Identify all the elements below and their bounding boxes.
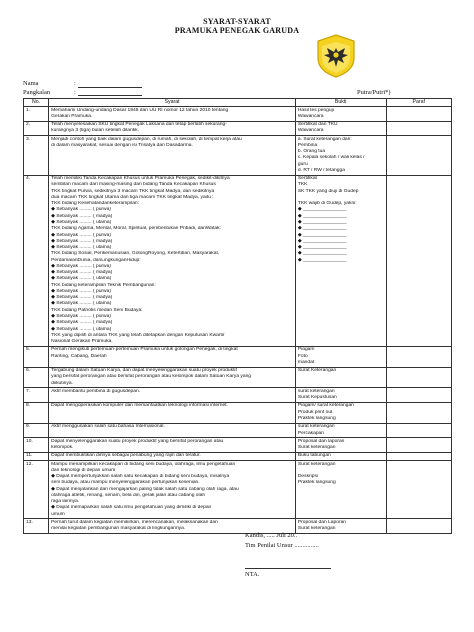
bukti-cell [295,175,386,346]
bukti-cell [295,519,386,534]
requirement-line: Pernah turut dalam kegiatan memikirkan, merencanakan, melaksanakan dan [51,519,218,525]
bukti-line: ◆ ________________ [297,213,347,219]
row-number: 11. [24,452,49,460]
bukti-line: TKK wajib di Gudep, yakni: [297,201,357,207]
requirement-line: ◆ Dapat menjalankan dan mengajarkan paling tidak salah satu cabang olah raga, atau [51,486,239,492]
bukti-cell [295,121,386,136]
table-row [24,175,452,346]
paraf-cell[interactable] [386,136,451,176]
bukti-line: Surat Kepustusan [297,395,337,401]
requirement-line: TKK yang dipilih di antara TKK yang telah ditetapkan dengan Keputusan Kwartir [51,332,225,338]
bukti-cell [295,367,386,388]
requirement-line: TKK bidang Agama, Mental, Moral, Spiritual, pembentukan Pribadi, danWatak: [51,226,221,232]
bukti-line: Surat Keterangan [297,368,337,374]
bukti-line: TKK [297,182,308,188]
requirement-line: ◆ Sebanyak ......... ( madya) [51,270,113,276]
paraf-cell[interactable] [386,121,451,136]
signature-line [245,568,331,569]
requirement-line: Gerakan Pramuka. [51,113,93,119]
bukti-cell [295,346,386,367]
bukti-line: Surat keterangan [297,445,336,451]
table-row [24,452,452,460]
bukti-line: Praktek langsung [297,415,336,421]
bukti-cell [295,423,386,438]
requirement-line: Dapat membuktikan dirinya sebagai penabung yang rajin dan teratur. [51,453,201,459]
bukti-line: d. RT / RW / tetangga [297,167,345,173]
bukti-cell [295,452,386,460]
row-number: 5. [24,346,49,367]
bukti-cell [295,461,386,519]
tim-penilai: Tim Penilai Unsur ............... [245,542,319,549]
table-row [24,136,452,176]
requirement-line: olahraga atletik, renang, senam, bela diri, gerak jalan atau cabang olah [51,492,206,498]
bukti-line: Piagam [297,347,315,353]
paraf-cell[interactable] [386,402,451,423]
paraf-cell[interactable] [386,388,451,403]
bukti-line: Sertifikat dan TKU [297,122,338,128]
row-number: 6. [24,367,49,388]
table-row [24,107,452,122]
row-number: 8. [24,402,49,423]
requirement-line: kurangnya 3 (tiga) bulan setelah dilantik. [51,128,139,134]
row-number: 2. [24,121,49,136]
requirement-line: sembilan macam dari masing-masing dari bidang Tanda Kecakapan Khusus [51,182,216,188]
requirement-line: ◆ Sebanyak ......... ( purwa) [51,314,111,319]
requirement-cell [49,461,296,519]
bukti-line: mandat [297,359,315,365]
row-number: 3. [24,136,49,176]
bukti-line: Pembina [297,142,318,148]
bukti-line: Praktek langsung [297,480,336,486]
table-row [24,121,452,136]
row-number: 10. [24,438,49,453]
garuda-emblem-icon [315,34,357,78]
requirement-line: Telah menyelesaikan SKU tingkat Penegak Laksana dan tetap berlatih sekurang- [51,122,227,128]
requirement-cell [49,438,296,453]
row-number: 4. [24,175,49,346]
requirement-line: dan teknologi di depan umum [51,467,116,473]
bukti-line: Surat keterangan [297,526,336,532]
requirement-line: di dalam masyarakat, sesuai dengan isi Trisatya dan Dasadarma. [51,142,193,148]
requirement-line: Aktif menggunakan salah satu bahasa Internasional. [51,424,165,430]
nama-field[interactable] [78,87,142,88]
row-number: 9. [24,423,49,438]
paraf-cell[interactable] [386,461,451,519]
requirement-line: Memahami Undang-undang Dasar 1945 dan UU RI nomor 12 tahun 2010 tentang [51,107,229,113]
table-row [24,438,452,453]
requirement-line: PerdamaianDunia, danLingkunganHidup: [51,257,141,263]
table-row [24,388,452,403]
bukti-line: ◆ ________________ [297,238,347,244]
bukti-line: ◆ ________________ [297,220,347,226]
row-number: 7. [24,388,49,403]
bukti-line: Hasil tes penguji [297,107,334,113]
bukti-line: ◆ ________________ [297,251,347,257]
requirement-line: ◆ Sebanyak ......... ( utama) [51,326,112,332]
table-header-row [24,99,452,107]
requirement-line: seni budaya, atau mampu menyelenggarakan pertunjukan kesenian. [51,480,200,486]
requirement-cell [49,121,296,136]
bukti-line: a. Surat keterangan dari: [297,136,352,142]
requirement-line: ◆ Sebanyak ......... ( madya) [51,295,113,301]
bukti-line: Percakapan [297,430,324,436]
bukti-line: Wawancara [297,128,324,134]
pangkalan-field[interactable] [78,95,142,96]
requirement-line: kelompok. [51,445,74,451]
requirement-cell [49,388,296,403]
requirement-line: ◆ Sebanyak ......... ( madya) [51,320,113,326]
header-bukti: Bukti [295,99,386,107]
requirement-line: Tergabung dalam Satuan Karya, dan dapat menyelenggarakan suatu proyek produktif [51,368,237,374]
bukti-cell [295,388,386,403]
requirement-line: menilai kegiatan pembangunan masyarakat di lingkungannya. [51,526,186,532]
bukti-line: SK TKK yang diuji di Gudep [297,188,359,194]
table-row [24,402,452,423]
requirement-line: ◆ Sebanyak ......... ( purwa) [51,288,111,294]
paraf-cell[interactable] [386,438,451,453]
requirement-line: ◆ Sebanyak ......... ( purwa) [51,232,111,238]
bukti-line: ◆ ________________ [297,226,347,232]
bukti-line: Sertifikat [297,176,317,182]
bukti-cell [295,107,386,122]
requirement-line: ◆ Sebanyak ......... ( utama) [51,220,112,226]
bukti-cell [295,438,386,453]
requirement-line: Dapat mengoperasikan komputer dan memanfaatkan teknologi informasi internet. [51,403,228,409]
requirement-cell [49,136,296,176]
requirement-line: ◆ Dapat mempertunjukkan salah satu kecakapan di bidang seni budaya, misalnya [51,474,230,480]
requirement-line: Ranting, Cabang, Daerah [51,353,107,359]
bukti-line: Piagam/ surat keterangan [297,403,354,409]
paraf-cell[interactable] [386,346,451,367]
header-paraf: Paraf [386,99,451,107]
row-number: 12. [24,461,49,519]
paraf-cell[interactable] [386,519,451,534]
requirement-line: umum [51,511,65,517]
bukti-line: Proposal dan Laporan [297,519,347,525]
table-row [24,346,452,367]
requirement-line: ◆ Sebanyak ......... ( utama) [51,301,112,307]
requirement-line: ◆ Sebanyak ......... ( utama) [51,276,112,282]
bukti-line: ◆ ________________ [297,257,347,263]
document-subtitle: PRAMUKA PENEGAK GARUDA [174,26,300,35]
bukti-line: ◆ ________________ [297,207,347,213]
requirement-cell [49,452,296,460]
requirement-line: Dapat menyelenggarakan suatu proyek produktif yang bersifat perorangan atau [51,438,224,444]
paraf-cell[interactable] [386,175,451,346]
requirement-line: TKK tingkat Purwa, sedikitnya 3 macam TKK tingkat Madya, dan sedikitnya [51,188,215,194]
requirement-line: TKK bidang keterampilan Teknik Pembangunan: [51,282,156,288]
bukti-line: Proposal dan laporan [297,438,345,444]
nta-label: NTA. [245,571,260,578]
requirement-line: Menjadi contoh yang baik dalam gugusdepan, di rumah, di sekolah, di tempat kerja atau [51,136,242,142]
header-syarat: Syarat [49,99,296,107]
requirements-table [23,98,452,534]
row-number: 1. [24,107,49,122]
row-number: 13. [24,519,49,534]
requirement-line: ◆ Sebanyak ......... ( madya) [51,213,113,219]
bukti-line: Deskripsi [297,474,319,480]
requirement-cell [49,175,296,346]
bukti-line: surat keterangan [297,424,335,430]
requirement-cell [49,402,296,423]
requirement-line: ◆ Sebanyak ......... ( purwa) [51,263,111,269]
requirement-cell [49,107,296,122]
requirement-line: TKK bidang Patriotis medan Seni Budaya: [51,307,143,313]
requirement-line: TKK bidang Kesehatandanketerampilan: [51,201,139,207]
header-no: No. [24,99,49,107]
requirement-line: ◆ Sebanyak ......... ( purwa) [51,207,111,213]
putra-putri-label: Putra/Putri*) [357,89,391,96]
requirement-cell [49,346,296,367]
bukti-cell [295,402,386,423]
paraf-cell[interactable] [386,423,451,438]
bukti-line: surat keterangan [297,388,335,394]
bukti-line: Produk print out [297,409,333,415]
requirement-cell [49,367,296,388]
place-date: Kandis, ..... Juli 20.. [245,532,298,539]
bukti-line: Wawancara [297,113,324,119]
requirement-line: Aktif membantu pembina di gugusdepan. [51,388,141,394]
bukti-line: Foto [297,353,308,359]
bukti-line: ◆ ________________ [297,245,347,251]
requirement-line: dua macam TKK tingkat Utama dan tiga macam TKK tingkat Madya, yaitu : [51,194,214,200]
bukti-line: Surat keterangan [297,461,336,467]
requirement-line: yang bersifat perorangan atau bersifat perorangan atau kelompok dalam Satuan Karya yang [51,374,252,380]
bukti-cell [295,136,386,176]
pangkalan-label: Pangkalan [23,89,51,96]
table-row [24,423,452,438]
requirement-line: TKK bidang Sosial, Perikemanusian, GotongRoyong, Ketertiban, Masyarakat, [51,251,220,257]
requirement-line: Nasional Gerakan Pramuka. [51,339,113,345]
requirement-line: diikutinya. [51,380,73,386]
bukti-line: Buku tabungan [297,453,331,459]
requirement-cell [49,423,296,438]
paraf-cell[interactable] [386,452,451,460]
table-row [24,461,452,519]
requirement-line: ◆ Sebanyak ......... ( madya) [51,238,113,244]
table-row [24,367,452,388]
pangkalan-colon: : [74,89,76,96]
nama-colon: : [74,80,76,87]
requirement-line: ◆ Dapat memaparkan salah satu ilmu pengetahuan yang dimiliki di depan [51,505,212,511]
bukti-line: guru [297,161,308,167]
document-title: SYARAT-SYARAT [203,17,271,26]
requirement-line: raga lainnya. [51,499,80,505]
bukti-line: b. Orang tua [297,149,326,155]
requirement-line: Mampu menampilkan kecakapan di bidang seni budaya, olahraga, ilmu pengetahuan [51,461,236,467]
requirement-line: ◆ Sebanyak ......... ( utama) [51,245,112,251]
bukti-line: c. Kepala sekolah / wali kelas / [297,155,365,161]
nama-label: Nama [23,80,39,87]
table-row [24,519,452,534]
requirement-line: Telah memiliki Tanda Kecakapan Khusus untuk Pramuka Penegak, sedikit-dikitnya [51,176,230,182]
requirement-line: Pernah mengikuti pertemuan-pertemuan Pramuka untuk golongan Penegak, di tingkat [51,347,238,353]
paraf-cell[interactable] [386,367,451,388]
paraf-cell[interactable] [386,107,451,122]
bukti-line: ◆ ________________ [297,232,347,238]
